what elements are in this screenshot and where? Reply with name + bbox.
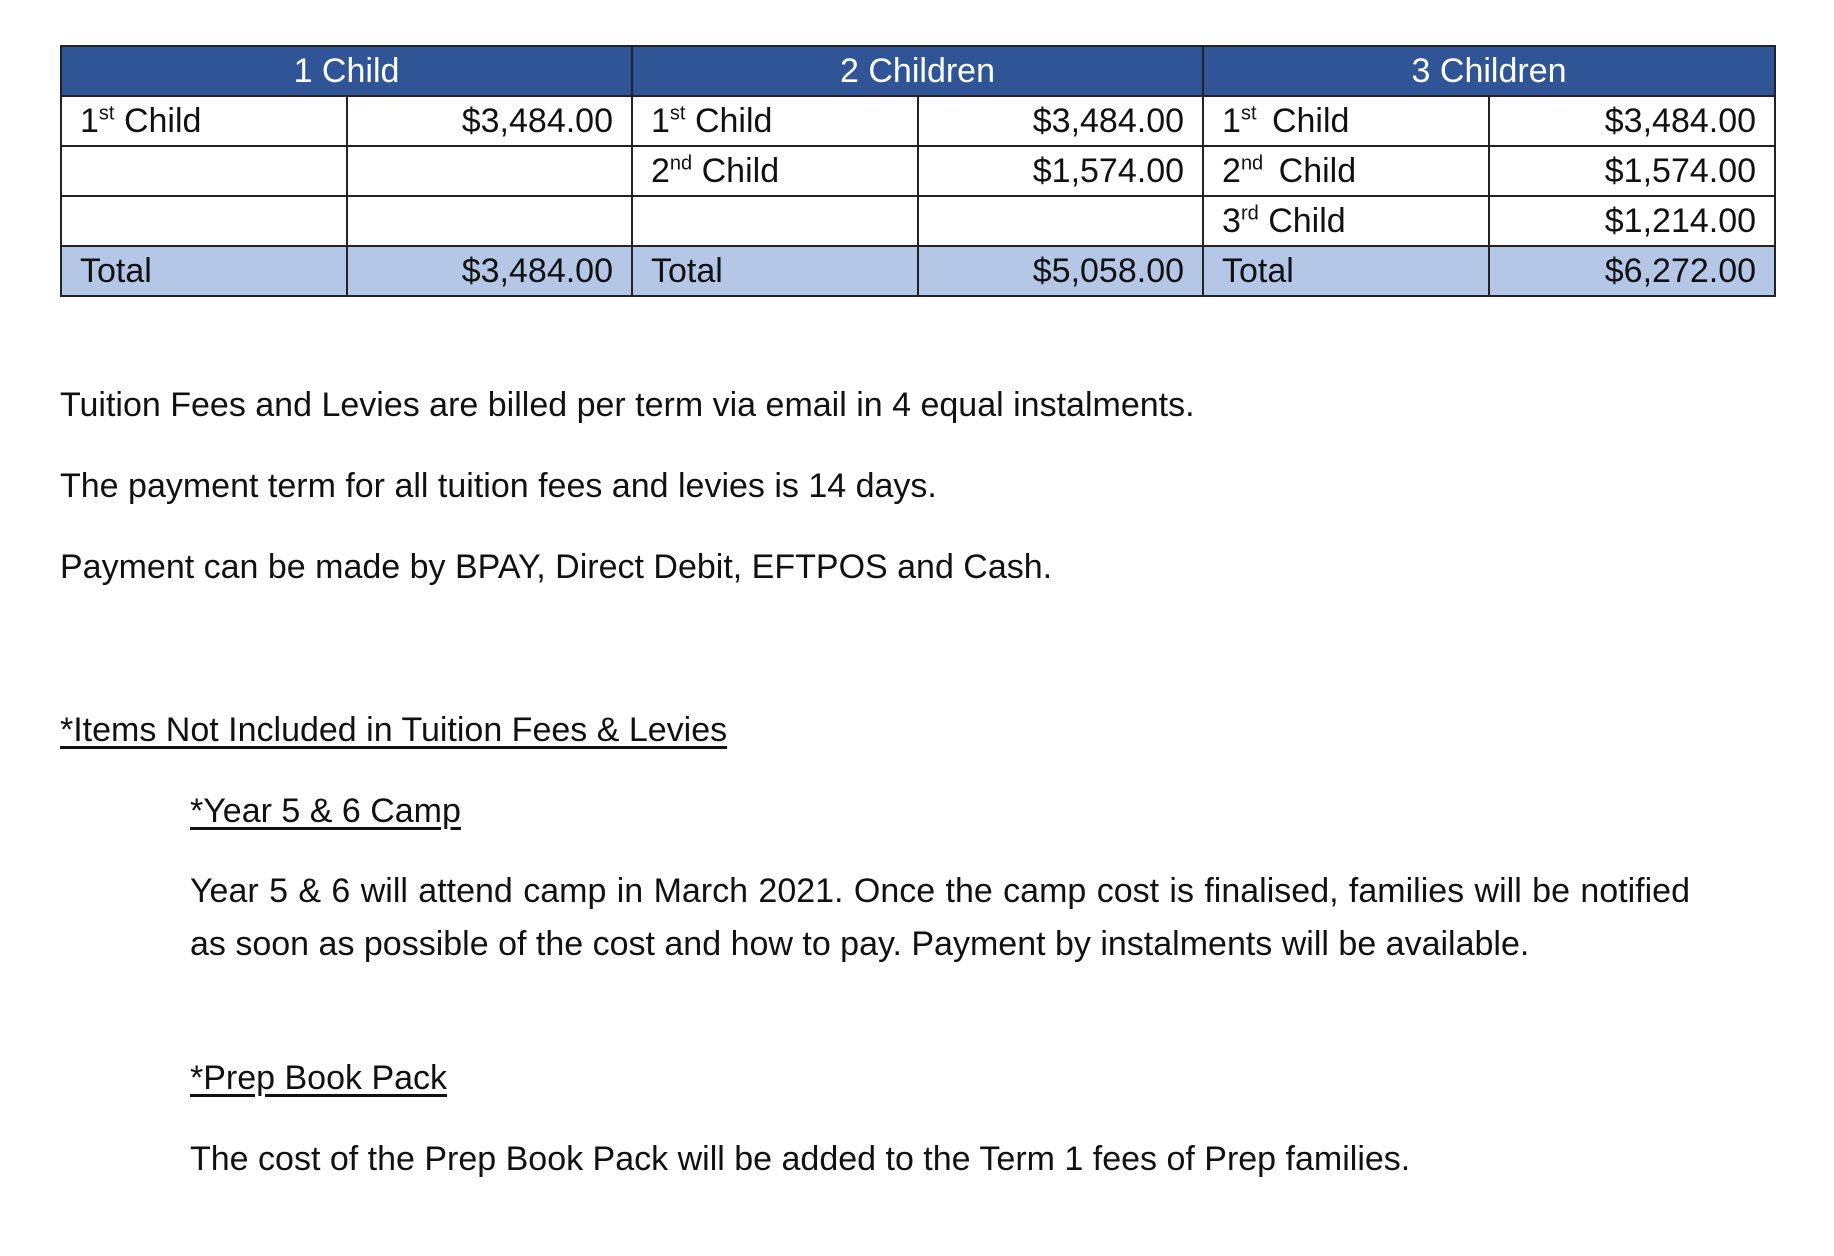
- total-row: [61, 246, 1775, 296]
- amount-cell: [347, 196, 632, 246]
- child-label-cell: 1st Child: [1203, 96, 1489, 146]
- child-label-cell: [632, 196, 918, 246]
- child-label-cell: 2nd Child: [632, 146, 918, 196]
- child-label-cell: [61, 196, 347, 246]
- amount-cell: $1,574.00: [918, 146, 1203, 196]
- table-row: [61, 146, 1775, 196]
- amount-cell: $1,214.00: [1489, 196, 1775, 246]
- payment-methods-note: Payment can be made by BPAY, Direct Debit, EFTPOS and Cash.: [60, 548, 1053, 586]
- header-3-children: 3 Children: [1203, 46, 1775, 96]
- table-row: [61, 196, 1775, 246]
- book-pack-subheading: *Prep Book Pack: [190, 1059, 448, 1097]
- payment-term-note: The payment term for all tuition fees and levies is 14 days.: [60, 467, 937, 505]
- billing-note: Tuition Fees and Levies are billed per term via email in 4 equal instalments.: [60, 386, 1195, 424]
- excluded-items-heading: *Items Not Included in Tuition Fees & Levies: [60, 711, 728, 749]
- child-label-cell: [61, 146, 347, 196]
- amount-cell: $3,484.00: [1489, 96, 1775, 146]
- header-1-child: 1 Child: [61, 46, 632, 96]
- fee-table-header-row: [61, 46, 1775, 96]
- amount-cell: [347, 146, 632, 196]
- camp-subheading: *Year 5 & 6 Camp: [190, 792, 461, 830]
- total-amount-cell: $6,272.00: [1489, 246, 1775, 296]
- amount-cell: [918, 196, 1203, 246]
- camp-text: Year 5 & 6 will attend camp in March 2021. Once the camp cost is finalised, families will be notified as soon as possible of the cost and how to pay. Payment by instalments will be available.: [190, 872, 1690, 963]
- child-label-cell: 1st Child: [632, 96, 918, 146]
- amount-cell: $3,484.00: [918, 96, 1203, 146]
- document-page: [60, 45, 1774, 1178]
- child-label-cell: 2nd Child: [1203, 146, 1489, 196]
- fee-table: [60, 45, 1776, 297]
- total-label-cell: Total: [1203, 246, 1489, 296]
- total-label-cell: Total: [632, 246, 918, 296]
- header-2-children: 2 Children: [632, 46, 1203, 96]
- amount-cell: $1,574.00: [1489, 146, 1775, 196]
- child-label-cell: 3rd Child: [1203, 196, 1489, 246]
- table-row: [61, 96, 1775, 146]
- child-label-cell: 1st Child: [61, 96, 347, 146]
- amount-cell: $3,484.00: [347, 96, 632, 146]
- total-label-cell: Total: [61, 246, 347, 296]
- total-amount-cell: $5,058.00: [918, 246, 1203, 296]
- book-pack-text: The cost of the Prep Book Pack will be added to the Term 1 fees of Prep families.: [190, 1140, 1411, 1178]
- total-amount-cell: $3,484.00: [347, 246, 632, 296]
